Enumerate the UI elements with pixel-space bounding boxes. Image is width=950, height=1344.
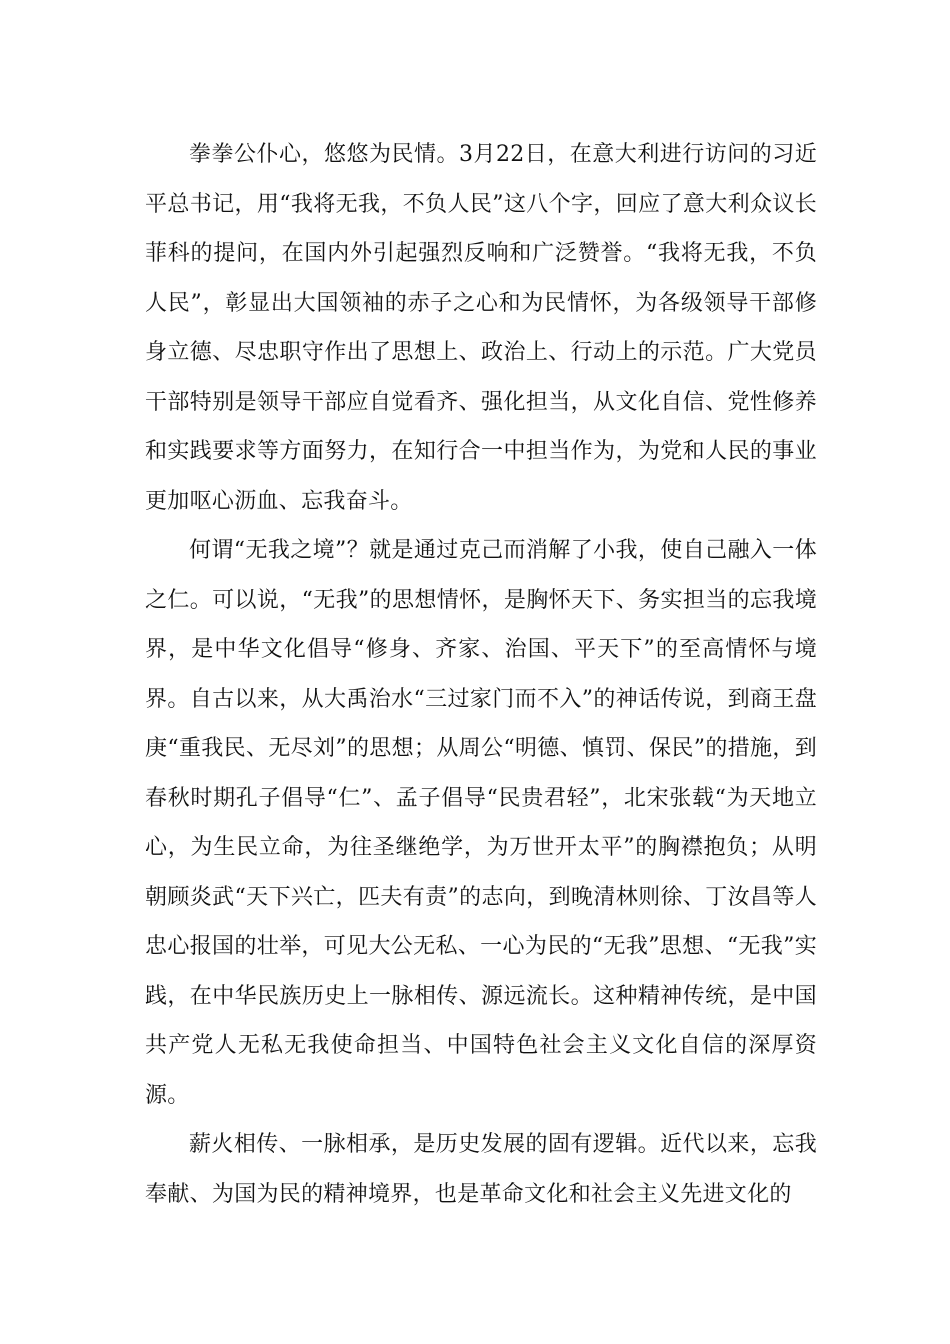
- paragraph-1: 拳拳公仆心，悠悠为民情。3月22日，在意大利进行访问的习近平总书记，用“我将无我，不负人民”这八个字，回应了意大利众议长菲科的提问，在国内外引起强烈反响和广泛赞誉。“我将无我，不负人民”，彰显出大国领袖的赤子之心和为民情怀，为各级领导干部修身立德、尽忠职守作出了思想上、政治上、行动上的示范。广大党员干部特别是领导干部应自觉看齐、强化担当，从文化自信、党性修养和实践要求等方面努力，在知行合一中担当作为，为党和人民的事业更加呕心沥血、忘我奋斗。: [145, 142, 817, 514]
- paragraph-2: 何谓“无我之境”？就是通过克己而消解了小我，使自己融入一体之仁。可以说，“无我”的思想情怀，是胸怀天下、务实担当的忘我境界，是中华文化倡导“修身、齐家、治国、平天下”的至高情怀与境界。自古以来，从大禹治水“三过家门而不入”的神话传说，到商王盘庚“重我民、无尽刘”的思想；从周公“明德、慎罚、保民”的措施，到春秋时期孔子倡导“仁”、孟子倡导“民贵君轻”，北宋张载“为天地立心，为生民立命，为往圣继绝学，为万世开太平”的胸襟抱负；从明朝顾炎武“天下兴亡，匹夫有责”的志向，到晚清林则徐、丁汝昌等人忠心报国的壮举，可见大公无私、一心为民的“无我”思想、“无我”实践，在中华民族历史上一脉相传、源远流长。这种精神传统，是中国共产党人无私无我使命担当、中国特色社会主义文化自信的深厚资源。: [145, 538, 817, 1108]
- document-body: [145, 130, 817, 1219]
- paragraph-3: 薪火相传、一脉相承，是历史发展的固有逻辑。近代以来，忘我奉献、为国为民的精神境界，也是革命文化和社会主义先进文化的: [145, 1132, 817, 1207]
